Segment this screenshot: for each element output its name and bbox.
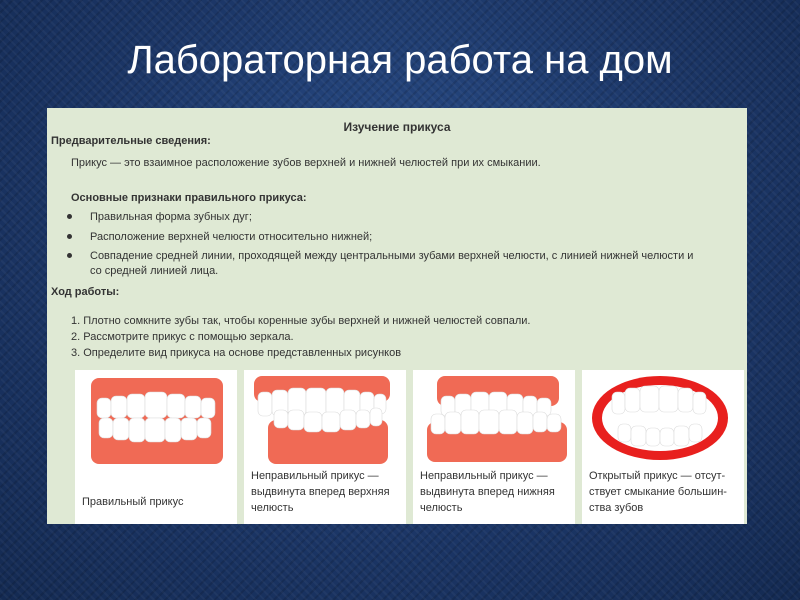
sign-item-continued: со средней линией лица. [90,265,219,277]
slide-title: Лабораторная работа на дом [127,38,673,82]
image-caption: челюсть [420,502,463,514]
signs-title: Основные признаки правильного прикуса: [71,192,307,204]
image-card-upper-protrusion [244,370,406,524]
sign-item: Совпадение средней линии, проходящей между центральными зубами верхней челюсти, с линией нижней челюсти и [90,250,694,262]
open-bite-icon [582,370,744,470]
bullet-icon [67,253,72,258]
step-item: 3. Определите вид прикуса на основе представленных рисунков [71,347,402,359]
image-caption: ствует смыкание большин- [589,486,727,498]
bullet-icon [67,234,72,239]
worksheet-panel [47,108,747,524]
correct-bite-icon [75,370,237,470]
image-caption: челюсть [251,502,294,514]
sign-item: Расположение верхней челюсти относительно нижней; [90,231,373,243]
image-card-lower-protrusion [413,370,575,524]
step-item: 1. Плотно сомкните зубы так, чтобы коренные зубы верхней и нижней челюстей совпали. [71,315,531,327]
prelim-title: Предварительные сведения: [51,135,211,147]
upper-protrusion-icon [244,370,406,470]
image-caption: выдвинута вперед нижняя [420,486,555,498]
lower-protrusion-icon [413,370,575,470]
step-item: 2. Рассмотрите прикус с помощью зеркала. [71,331,294,343]
image-caption: Правильный прикус [82,496,184,508]
image-caption: выдвинута вперед верхняя [251,486,390,498]
work-title: Ход работы: [51,286,120,298]
image-caption: Неправильный прикус — [420,470,548,482]
image-caption: Неправильный прикус — [251,470,379,482]
worksheet-heading: Изучение прикуса [343,120,451,134]
image-card-open-bite [582,370,744,524]
bullet-icon [67,214,72,219]
image-caption: Открытый прикус — отсут- [589,470,726,482]
prelim-text: Прикус — это взаимное расположение зубов верхней и нижней челюстей при их смыкании. [71,157,541,169]
image-card-correct-bite [75,370,237,524]
image-caption: ства зубов [589,502,644,514]
sign-item: Правильная форма зубных дуг; [90,211,252,223]
